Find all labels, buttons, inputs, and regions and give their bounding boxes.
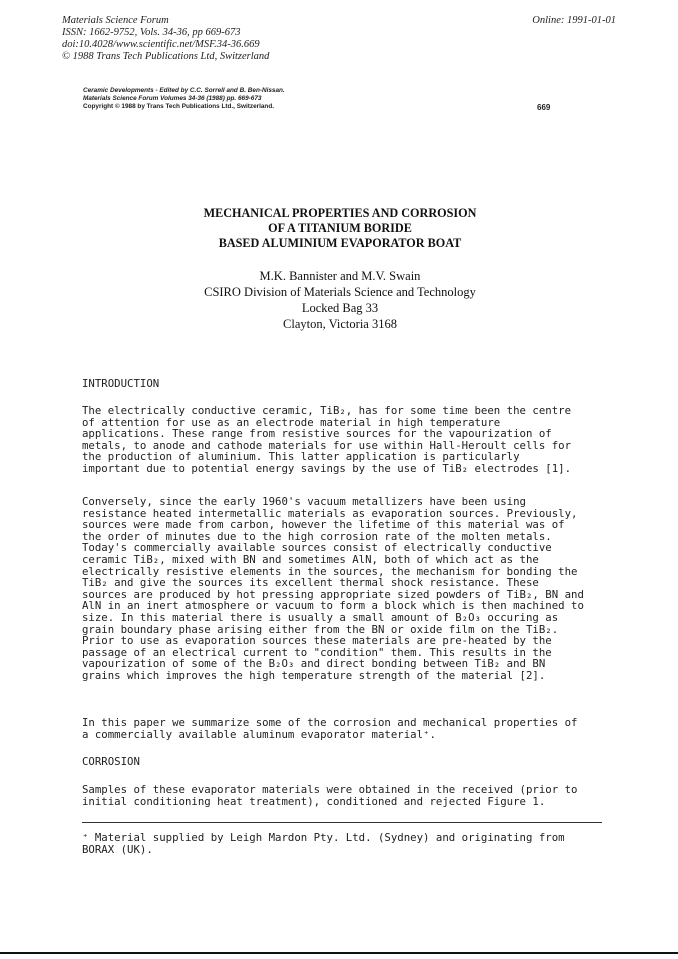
section-heading-introduction: INTRODUCTION	[82, 377, 160, 390]
text-line: the order of minutes due to the high corrosion rate of the molten metals.	[82, 529, 552, 543]
text-line: a commercially available aluminum evaporator material⁺.	[82, 727, 436, 741]
section-heading-corrosion: CORROSION	[82, 755, 140, 768]
text-line: passage of an electrical current to "condition" them. This results in the	[82, 645, 552, 659]
text-line: Prior to use as evaporation sources these materials are pre-heated by the	[82, 634, 552, 648]
footnote-divider	[82, 822, 602, 823]
issn: ISSN: 1662-9752, Vols. 34-36, pp 669-673	[62, 27, 241, 38]
text-line: AlN in an inert atmosphere or vacuum to form a block which is then machined to	[82, 599, 584, 613]
text-line: vapourization of some of the B₂O₃ and direct bonding between TiB₂ and BN	[82, 657, 546, 671]
intro-paragraph-2	[82, 496, 602, 682]
text-line: metals, to anode and cathode materials for use within Hall-Heroult cells for	[82, 438, 572, 452]
text-line: grains which improves the high temperature strength of the material [2].	[82, 668, 546, 682]
text-line: electrically resistive elements in the sources, the mechanism for bonding the	[82, 564, 578, 578]
author-block	[140, 268, 540, 332]
title-line: BASED ALUMINIUM EVAPORATOR BOAT	[218, 236, 462, 250]
text-line: TiB₂ and give the sources its excellent thermal shock resistance. These	[82, 576, 539, 590]
publication-metadata	[62, 15, 462, 63]
footnote-line: ⁺ Material supplied by Leigh Mardon Pty. Ltd. (Sydney) and originating from	[82, 831, 565, 844]
text-line: In this paper we summarize some of the corrosion and mechanical properties of	[82, 716, 578, 729]
text-line: ceramic TiB₂, mixed with BN and sometimes AlN, both of which act as the	[82, 552, 539, 566]
title-line: MECHANICAL PROPERTIES AND CORROSION	[203, 206, 477, 220]
address-line: Locked Bag 33	[301, 301, 379, 315]
footnote-line: BORAX (UK).	[82, 842, 153, 856]
intro-paragraph-1	[82, 405, 602, 475]
text-line: resistance heated intermetallic materials as evaporation sources. Previously,	[82, 506, 578, 520]
page-number: 669	[537, 103, 551, 112]
corrosion-paragraph-1	[82, 784, 602, 807]
text-line: the production of aluminium. This latter application is particularly	[82, 450, 520, 464]
copyright-line: © 1988 Trans Tech Publications Ltd, Switzerland	[62, 51, 270, 62]
author-names: M.K. Bannister and M.V. Swain	[259, 269, 421, 283]
doi: doi:10.4028/www.scientific.net/MSF.34-36.669	[62, 39, 260, 50]
text-line: grain boundary phase arising either from the BN or oxide film on the TiB₂.	[82, 622, 559, 636]
title-line: OF A TITANIUM BORIDE	[268, 221, 412, 235]
paper-title	[140, 206, 540, 251]
text-line: important due to potential energy savings by the use of TiB₂ electrodes [1].	[82, 461, 572, 475]
online-date: Online: 1991-01-01	[532, 15, 616, 26]
address-line: Clayton, Victoria 3168	[283, 317, 397, 331]
text-line: Conversely, since the early 1960's vacuum metallizers have been using	[82, 495, 526, 508]
scan-header-line: Ceramic Developments - Edited by C.C. Sorrell and B. Ben-Nissan.	[83, 87, 285, 94]
text-line: initial conditioning heat treatment), conditioned and rejected Figure 1.	[82, 794, 546, 808]
text-line: Samples of these evaporator materials were obtained in the received (prior to	[82, 783, 578, 796]
scan-header	[83, 87, 383, 111]
text-line: size. In this material there is usually a small amount of B₂O₃ occuring as	[82, 610, 559, 624]
text-line: sources were made from carbon, however the lifetime of this material was of	[82, 518, 565, 532]
journal-name: Materials Science Forum	[62, 15, 169, 26]
scan-header-line: Materials Science Forum Volumes 34-36 (1988) pp. 669-673	[83, 95, 262, 102]
footnote	[82, 832, 602, 855]
text-line: applications. These range from resistive sources for the vapourization of	[82, 427, 552, 441]
intro-paragraph-3	[82, 717, 602, 740]
page-bottom-edge	[0, 952, 678, 954]
affiliation: CSIRO Division of Materials Science and Technology	[204, 285, 476, 299]
text-line: Today's commercially available sources consist of electrically conductive	[82, 541, 552, 555]
text-line: of attention for use as an electrode material in high temperature	[82, 415, 501, 429]
scan-header-line: Copyright © 1988 by Trans Tech Publications Ltd., Switzerland.	[83, 103, 275, 110]
text-line: sources are produced by hot pressing appropriate sized powders of TiB₂, BN and	[82, 587, 584, 601]
text-line: The electrically conductive ceramic, TiB₂, has for some time been the centre	[82, 404, 572, 417]
